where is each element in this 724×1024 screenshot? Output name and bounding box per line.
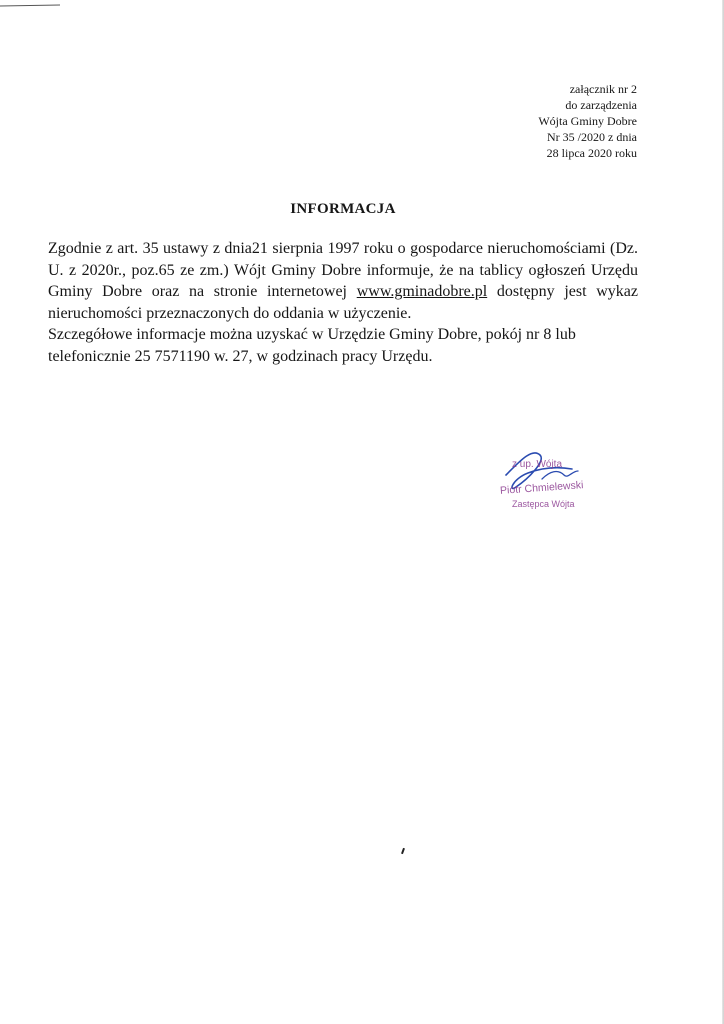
attachment-line-5: 28 lipca 2020 roku bbox=[546, 146, 637, 160]
stamp-line-1: z up. Wójta bbox=[512, 459, 563, 470]
attachment-line-2: do zarządzenia bbox=[565, 98, 637, 112]
paragraph-2: Szczegółowe informacje można uzyskać w Urzędzie Gminy Dobre, pokój nr 8 lub telefonicznie 25 7571190 w. 27, w godzinach pracy Urzędu. bbox=[48, 326, 576, 365]
document-body bbox=[48, 238, 638, 367]
stray-ink-mark bbox=[401, 848, 405, 854]
paragraph-1-tail: dostępny jest wykaz nieruchomości przeznaczonych do oddania w użyczenie. bbox=[48, 283, 639, 322]
paragraph-1 bbox=[48, 238, 638, 324]
stamp-line-2: Piotr Chmielewski bbox=[499, 479, 584, 497]
attachment-line-3: Wójta Gminy Dobre bbox=[538, 114, 637, 128]
scan-edge-line bbox=[0, 4, 60, 6]
attachment-line-4: Nr 35 /2020 z dnia bbox=[547, 130, 637, 144]
attachment-note bbox=[538, 81, 637, 161]
paragraph-1-text: Zgodnie z art. 35 ustawy z dnia21 sierpnia 1997 roku o gospodarce nieruchomościami (Dz. U. z 2020r., poz.65 ze zm.) Wójt Gminy Dobre informuje, że na tablicy ogłoszeń Urzędu Gminy Dobre oraz na stronie internetowej bbox=[48, 240, 638, 300]
document-title: INFORMACJA bbox=[290, 201, 396, 217]
stamp-line-3: Zastępca Wójta bbox=[512, 499, 575, 509]
website-link[interactable]: www.gminadobre.pl bbox=[356, 283, 488, 300]
attachment-line-1: załącznik nr 2 bbox=[569, 82, 637, 96]
official-stamp bbox=[498, 449, 608, 519]
